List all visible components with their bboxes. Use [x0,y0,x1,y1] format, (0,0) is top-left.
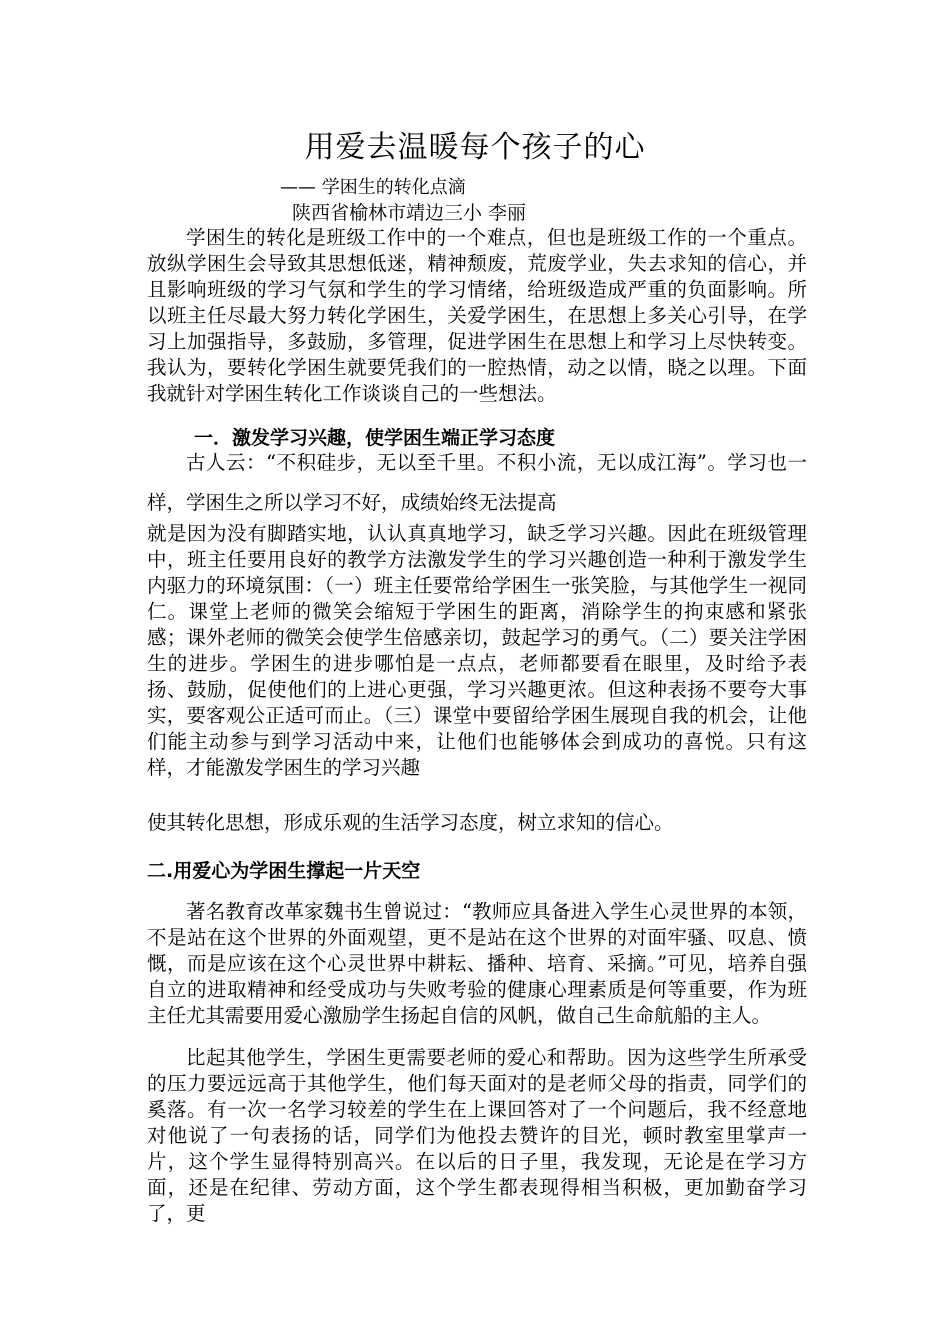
section-1-quote: 古人云：“不积硅步，无以至千里。不积小流，无以成江海”。学习也一样，学困生之所以学习不好，成绩始终无法提高 [147,451,807,514]
section-2-paragraph-1: 著名教育改革家魏书生曾说过：“教师应具备进入学生心灵世界的本领，不是站在这个世界的外面观望，更不是站在这个世界的对面牢骚、叹息、愤慨，而是应该在这个心灵世界中耕耘、播种、培育、采摘。”可见，培养自强自立的进取精神和经受成功与失败考验的健康心理素质是何等重要，作为班主任尤其需要用爱心激励学生扬起自信的风帆，做自己生命航船的主人。 [147,900,807,1027]
section-2-heading: 二.用爱心为学困生撑起一片天空 [147,860,421,882]
section-1-end: 使其转化思想，形成乐观的生活学习态度，树立求知的信心。 [147,811,674,834]
section-1-heading: 一．激发学习兴趣，使学困生端正学习态度 [194,427,556,449]
document-title: 用爱去温暖每个孩子的心 [304,130,646,165]
section-1-end-block [147,810,807,836]
document-author: 陕西省榆林市靖边三小 李丽 [292,202,527,224]
section-2-para-1-block [147,899,807,1029]
document-subtitle: —— 学困生的转化点滴 [280,177,466,198]
section-1-quote-block [147,443,807,523]
section-2-para-2-block [147,1045,807,1227]
section-2-paragraph-2: 比起其他学生，学困生更需要老师的爱心和帮助。因为这些学生所承受的压力要远远高于其他学生，他们每天面对的是老师父母的指责，同学们的奚落。有一次一名学习较差的学生在上课回答对了一个问题后，我不经意地对他说了一句表扬的话，同学们为他投去赞许的目光，顿时教室里掌声一片，这个学生显得特别高兴。在以后的日子里，我发现，无论是在学习方面，还是在纪律、劳动方面，这个学生都表现得相当积极，更加勤奋学习了，更 [147,1046,807,1225]
intro-section [147,225,807,407]
section-1-body: 就是因为没有脚踏实地，认认真真地学习，缺乏学习兴趣。因此在班级管理中，班主任要用良好的教学方法激发学生的学习兴趣创造一种利于激发学生内驱力的环境氛围：（一）班主任要常给学困生一张笑脸，与其他学生一视同仁。课堂上老师的微笑会缩短于学困生的距离，消除学生的拘束感和紧张感；课外老师的微笑会使学生倍感亲切，鼓起学习的勇气。（二）要关注学困生的进步。学困生的进步哪怕是一点点，老师都要看在眼里，及时给予表扬、鼓励，促使他们的上进心更强，学习兴趣更浓。但这种表扬不要夸大事实，要客观公正适可而止。（三）课堂中要留给学困生展现自我的机会，让他们能主动参与到学习活动中来，让他们也能够体会到成功的喜悦。只有这样，才能激发学困生的学习兴趣 [147,522,807,779]
section-1-body-block [147,521,807,781]
intro-paragraph: 学困生的转化是班级工作中的一个难点，但也是班级工作的一个重点。放纵学困生会导致其思想低迷，精神颓废，荒废学业，失去求知的信心，并且影响班级的学习气氛和学生的学习情绪，给班级造成严重的负面影响。所以班主任尽最大努力转化学困生，关爱学困生，在思想上多关心引导，在学习上加强指导，多鼓励，多管理，促进学困生在思想上和学习上尽快转变。我认为，要转化学困生就要凭我们的一腔热情，动之以情，晓之以理。下面我就针对学困生转化工作谈谈自己的一些想法。 [147,226,807,405]
